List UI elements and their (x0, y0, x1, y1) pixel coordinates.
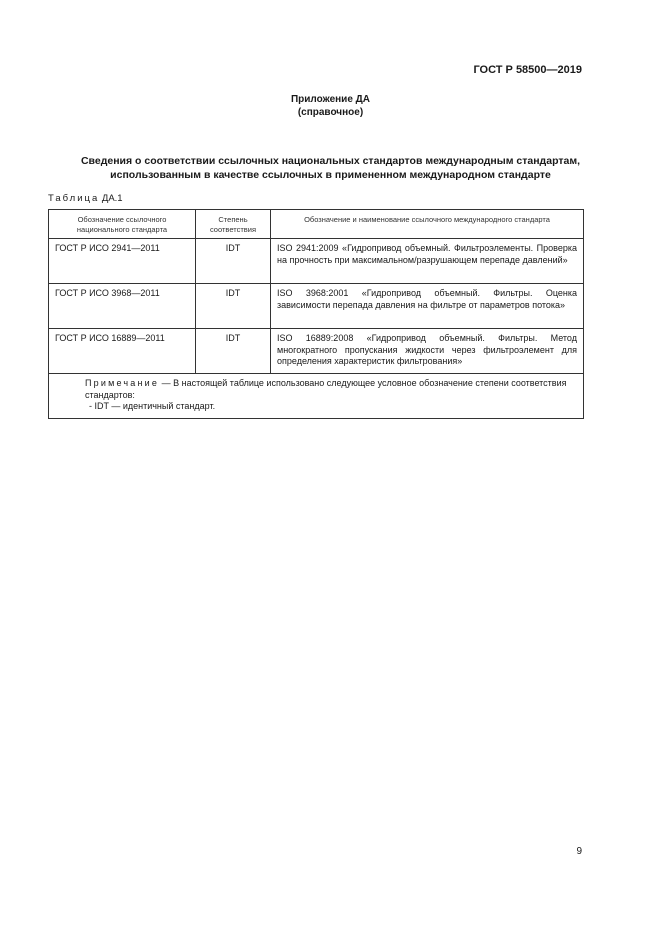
table-note-row (49, 374, 584, 419)
section-heading (40, 154, 621, 182)
note-item: - IDT — идентичный стандарт. (89, 401, 216, 411)
table-row (49, 239, 584, 284)
cell-international-standard: ISO 2941:2009 «Гидропривод объемный. Фильтроэлементы. Проверка на прочность при максимальном/разрушающем перепаде давлений» (271, 239, 584, 284)
section-heading-line-2: использованным в качестве ссылочных в примененном международном стандарте (110, 169, 551, 181)
note-body: — В настоящей таблице использовано следующее условное обозначение степени соответствия стандартов: (85, 378, 567, 400)
table-caption (48, 193, 123, 204)
cell-national-standard: ГОСТ Р ИСО 3968—2011 (49, 284, 196, 329)
table-header-row (49, 210, 584, 239)
header-international-standard: Обозначение и наименование ссылочного международного стандарта (271, 210, 584, 239)
cell-degree: IDT (196, 239, 271, 284)
section-heading-line-1: Сведения о соответствии ссылочных национальных стандартов международным стандартам, (80, 155, 581, 167)
annex-block (0, 93, 661, 119)
annex-subtitle: (справочное) (297, 107, 364, 118)
page-number: 9 (576, 846, 582, 857)
table-caption-number: ДА.1 (99, 193, 123, 204)
table-row (49, 329, 584, 374)
note-text (55, 378, 577, 401)
cell-degree: IDT (196, 329, 271, 374)
reference-standards-table (48, 209, 584, 419)
cell-national-standard: ГОСТ Р ИСО 16889—2011 (49, 329, 196, 374)
document-code: ГОСТ Р 58500—2019 (473, 64, 582, 76)
cell-national-standard: ГОСТ Р ИСО 2941—2011 (49, 239, 196, 284)
note-label: Примечание (85, 378, 160, 388)
header-degree: Степень соответствия (196, 210, 271, 239)
table-row (49, 284, 584, 329)
cell-degree: IDT (196, 284, 271, 329)
cell-international-standard: ISO 16889:2008 «Гидропривод объемный. Фильтры. Метод многократного пропускания жидкости через фильтроэлемент для определения характеристик фильтрования» (271, 329, 584, 374)
table-caption-label: Таблица (48, 193, 100, 204)
annex-title: Приложение ДА (290, 94, 371, 105)
cell-international-standard: ISO 3968:2001 «Гидропривод объемный. Фильтры. Оценка зависимости перепада давления на фильтре от параметров потока» (271, 284, 584, 329)
header-national-standard: Обозначение ссылочного национального стандарта (49, 210, 196, 239)
table-note (49, 374, 584, 419)
